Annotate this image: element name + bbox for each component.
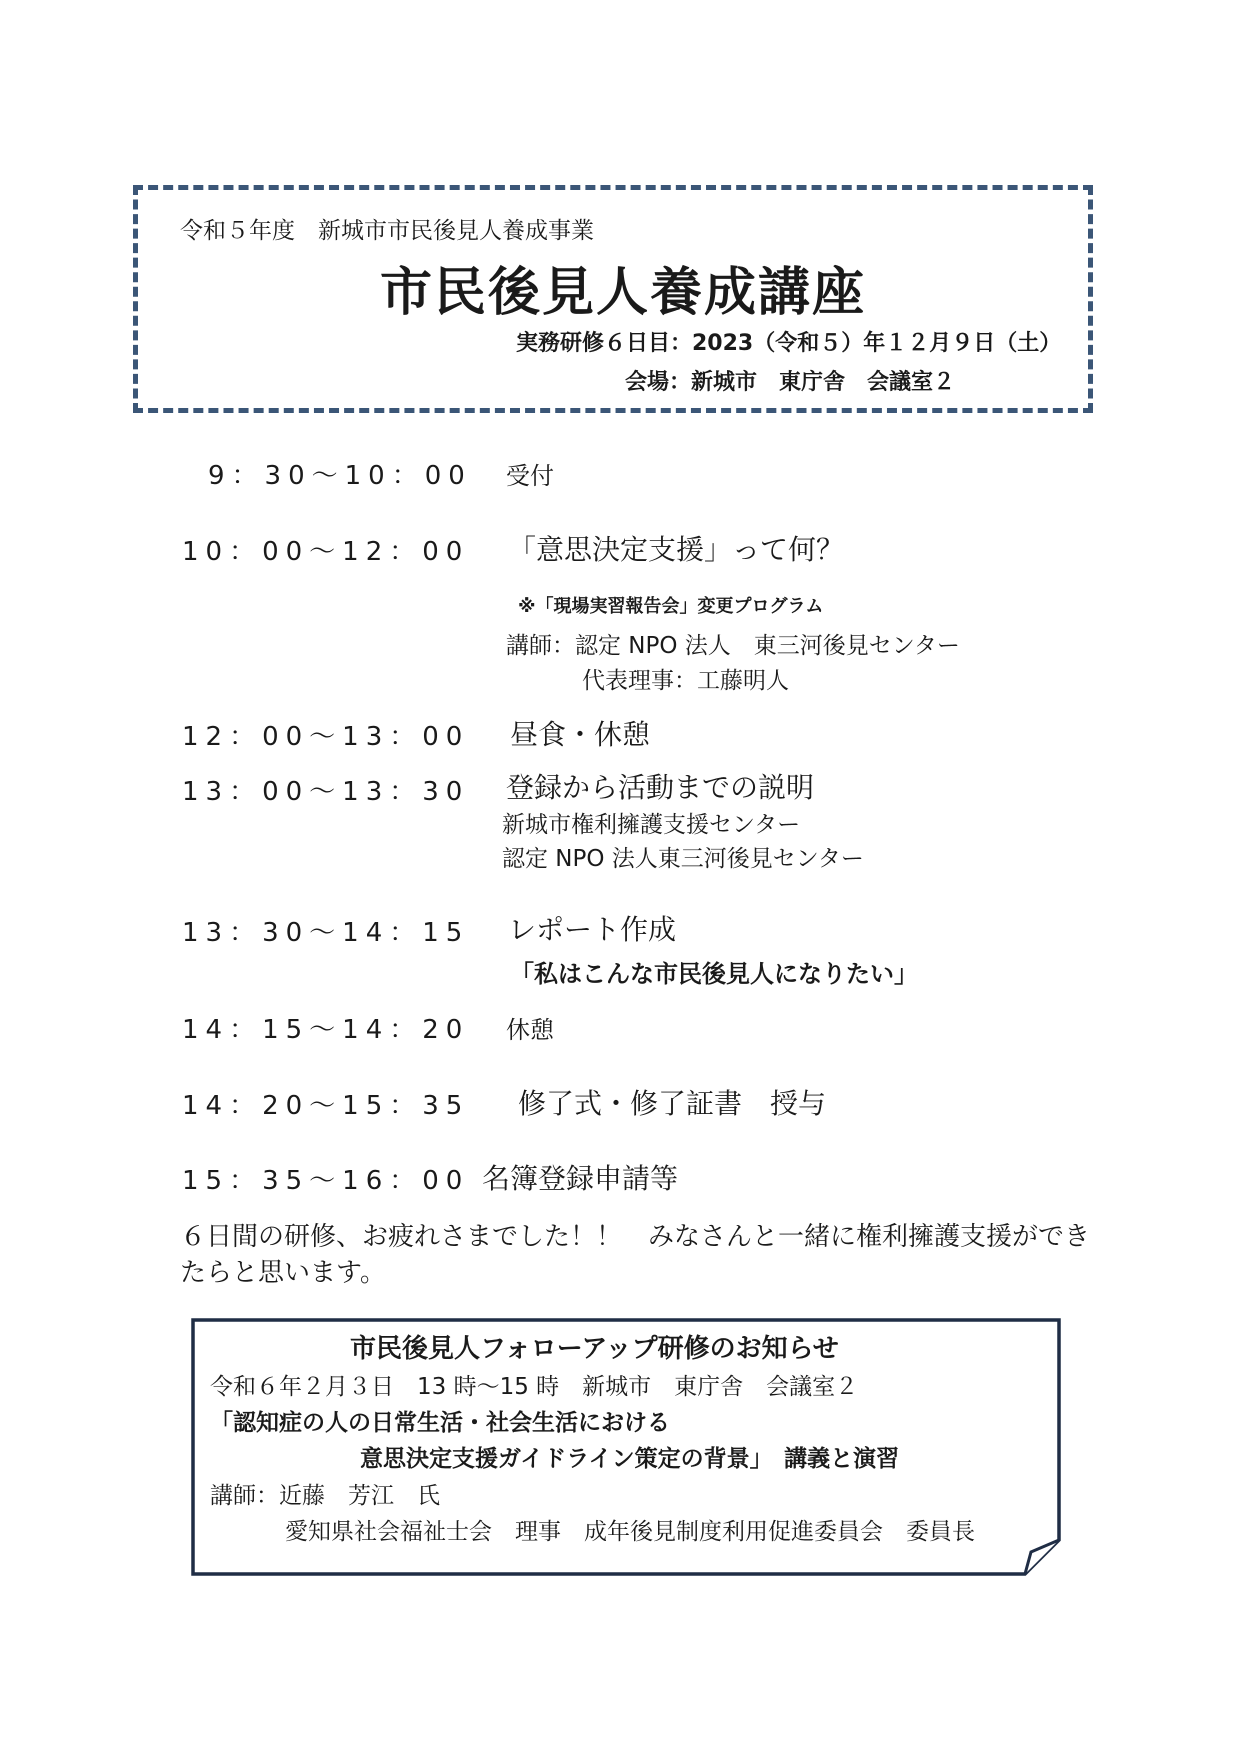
closing-line: ６日間の研修、お疲れさまでした！！ みなさんと一緒に権利擁護支援ができ <box>180 1222 1091 1252</box>
notice-lecturer: 講師：近藤 芳江 氏 <box>210 1483 440 1509</box>
schedule-title: 受付 <box>506 462 554 490</box>
schedule-time: 12：00～13：00 <box>182 722 470 752</box>
report-theme: 「私はこんな市民後見人になりたい」 <box>510 960 918 988</box>
schedule-title: 昼食・休憩 <box>510 718 651 751</box>
schedule-time: 13：30～14：15 <box>182 918 470 948</box>
schedule-time: 10：00～12：00 <box>182 537 470 567</box>
schedule-time: 9：30～10：00 <box>208 461 472 491</box>
lecturer-line: 講師：認定 NPO 法人 東三河後見センター <box>506 633 960 659</box>
detail-line: 新城市権利擁護支援センター <box>502 812 801 838</box>
schedule-time: 14：15～14：20 <box>182 1015 470 1045</box>
closing-line: たらと思います。 <box>180 1258 386 1288</box>
header-subtitle: 令和５年度 新城市市民後見人養成事業 <box>180 218 594 244</box>
schedule-time: 14：20～15：35 <box>182 1091 470 1121</box>
notice-affiliation: 愛知県社会福祉士会 理事 成年後見制度利用促進委員会 委員長 <box>285 1519 975 1545</box>
notice-date: 令和６年２月３日 13 時～15 時 新城市 東庁舎 会議室２ <box>210 1374 859 1400</box>
lecturer-line: 代表理事：工藤明人 <box>582 668 789 694</box>
schedule-title: 修了式・修了証書 授与 <box>518 1087 827 1120</box>
venue: 会場：新城市 東庁舎 会議室２ <box>625 370 956 395</box>
notice-topic: 意思決定支援ガイドライン策定の背景」 講義と演習 <box>360 1446 900 1472</box>
schedule-time: 13：00～13：30 <box>182 777 470 807</box>
page-title: 市民後見人養成講座 <box>380 263 867 323</box>
schedule-title: レポート作成 <box>508 913 677 946</box>
schedule-time: 15：35～16：00 <box>182 1166 470 1196</box>
detail-line: 認定 NPO 法人東三河後見センター <box>502 846 864 872</box>
notice-topic: 「認知症の人の日常生活・社会生活における <box>210 1410 670 1436</box>
schedule-title: 登録から活動までの説明 <box>506 771 815 804</box>
session-date: 実務研修６日目：2023（令和５）年１２月９日（土） <box>516 331 1062 356</box>
schedule-title: 名簿登録申請等 <box>482 1162 679 1195</box>
schedule-note: ※「現場実習報告会」変更プログラム <box>518 596 824 617</box>
schedule-title: 「意思決定支援」って何？ <box>508 533 845 566</box>
notice-title: 市民後見人フォローアップ研修のお知らせ <box>350 1334 839 1364</box>
schedule-title: 休憩 <box>506 1016 554 1044</box>
